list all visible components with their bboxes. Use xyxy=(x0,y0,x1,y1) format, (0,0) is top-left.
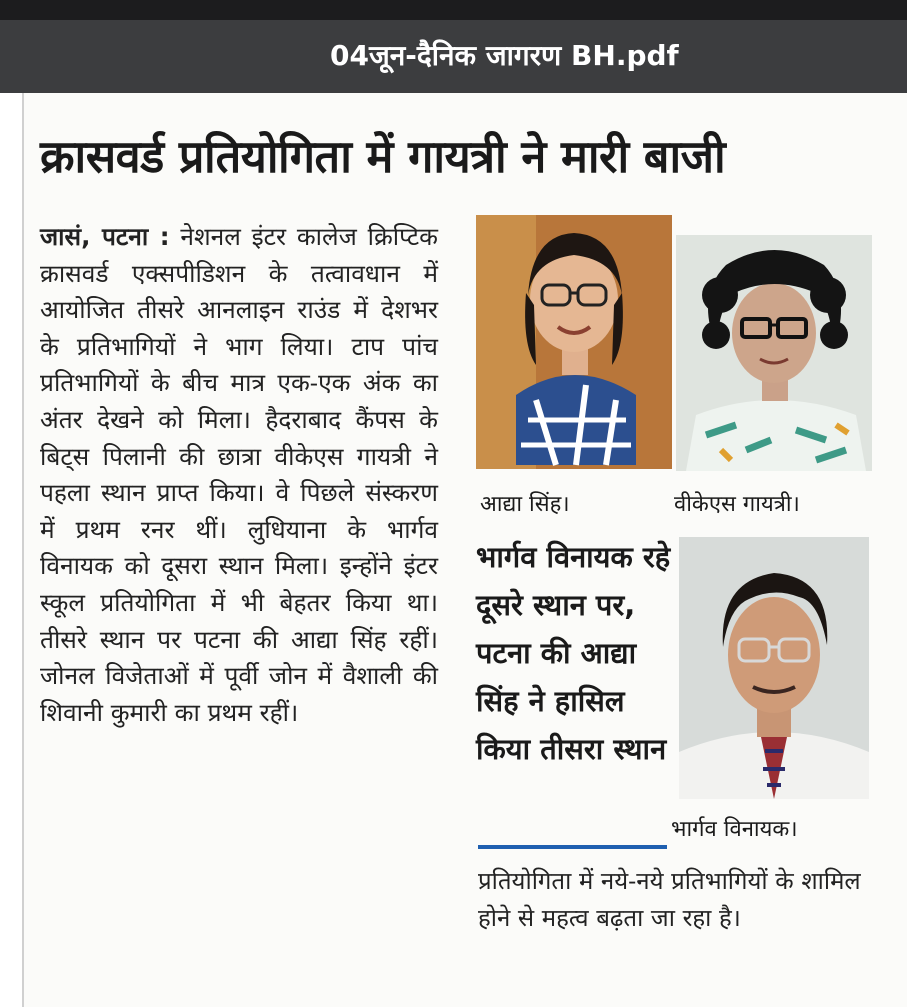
photo-aadya-singh xyxy=(476,215,672,469)
caption-vks-gayatri: वीकेएस गायत्री। xyxy=(674,492,800,517)
page-gutter xyxy=(0,93,24,1007)
article-headline: क्रासवर्ड प्रतियोगिता में गायत्री ने मारी बाजी xyxy=(40,130,726,183)
article-body-text: नेशनल इंटर कालेज क्रिप्टिक क्रासवर्ड एक्सपीडिशन के तत्वावधान में आयोजित तीसरे आनलाइन राउंड में देशभर के प्रतिभागियों ने भाग लिया। टाप पांच प्रतिभागियों के बीच मात्र एक-एक अंक का अंतर देखने को मिला। हैदराबाद कैंपस के बिट्स पिलानी की छात्रा वीकेएस गायत्री ने पहला स्थान प्राप्त किया। वे पिछले संस्करण में प्रथम रनर थीं। लुधियाना के भार्गव विनायक को दूसरा स्थान मिला। इन्होंने इंटर स्कूल प्रतियोगिता में भी बेहतर किया था। तीसरे स्थान पर पटना की आद्या सिंह रहीं। जोनल विजेताओं में पूर्वी जोन में वैशाली की शिवानी कुमारी का प्रथम रहीं। xyxy=(40,222,438,727)
photo-bhargav-vinayak xyxy=(679,537,869,799)
article-body xyxy=(40,219,438,731)
closing-paragraph: प्रतियोगिता में नये-नये प्रतिभागियों के शामिल होने से महत्व बढ़ता जा रहा है। xyxy=(478,867,861,932)
document-title: 04जून-दैनिक जागरण BH.pdf xyxy=(330,39,679,72)
newspaper-clipping xyxy=(24,93,907,1007)
caption-bhargav-vinayak: भार्गव विनायक। xyxy=(671,817,798,842)
viewer-title-bar xyxy=(0,20,907,93)
caption-aadya-singh: आद्या सिंह। xyxy=(480,492,570,517)
divider-rule xyxy=(478,845,667,849)
article-dateline: जासं, पटना : xyxy=(40,222,170,251)
system-top-bar xyxy=(0,0,907,20)
pull-quote: भार्गव विनायक रहे दूसरे स्थान पर, पटना की आद्या सिंह ने हासिल किया तीसरा स्थान xyxy=(476,540,671,766)
photo-vks-gayatri xyxy=(676,235,872,471)
